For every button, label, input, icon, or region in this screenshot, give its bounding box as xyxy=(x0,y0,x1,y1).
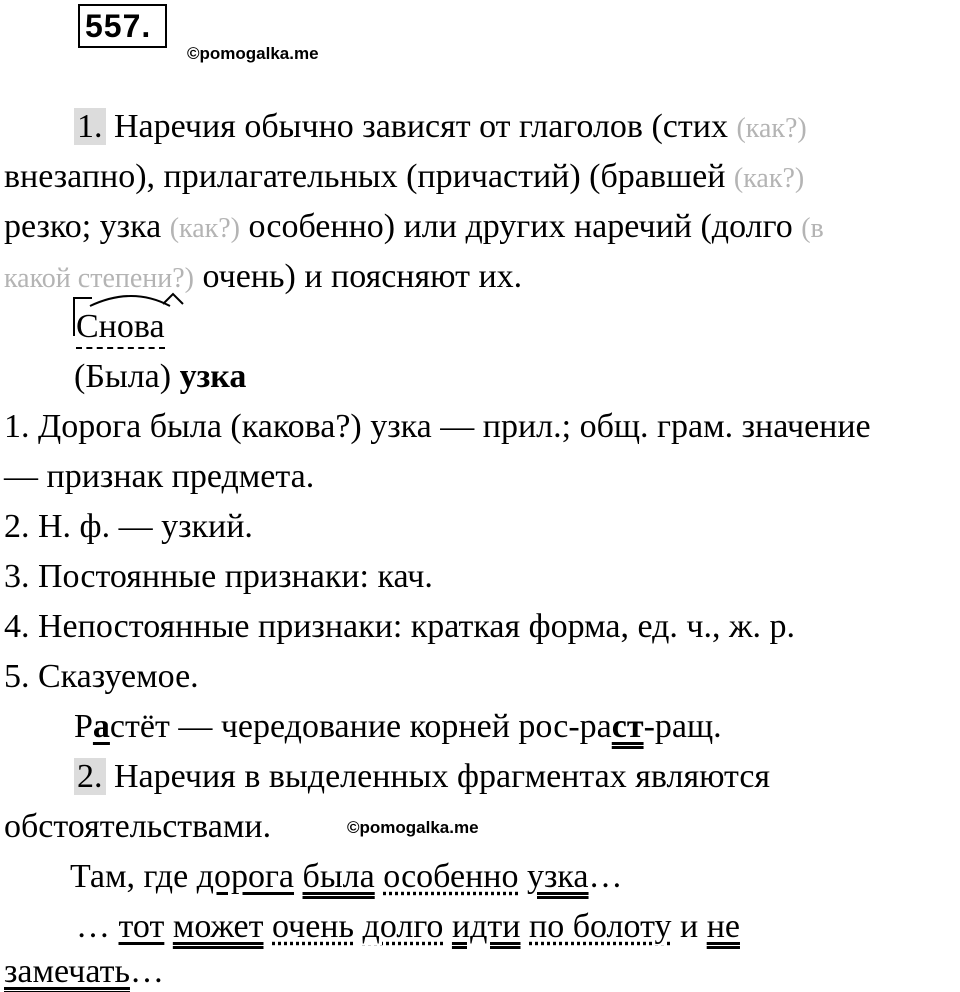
p1-text-2: внезапно), прилагательных (причастий) (бравшей xyxy=(4,158,734,195)
ex1-subject: дорога xyxy=(196,858,295,895)
p1-line-3 xyxy=(4,207,824,249)
rastet-r: Р xyxy=(74,708,93,745)
ex2-end: … xyxy=(129,953,164,990)
ex2-adverbial-1: очень xyxy=(272,908,355,945)
analysis-item-2: 2. Н. ф. — узкий. xyxy=(4,508,253,545)
ex1-pre: Там, где xyxy=(70,858,197,895)
ex2-subject: тот xyxy=(118,908,165,945)
p2-line-2: обстоятельствами. xyxy=(4,808,272,845)
morpheme-marks xyxy=(70,290,190,340)
question-hint-4a: (в xyxy=(801,213,824,244)
analysis-item-3: 3. Постоянные признаки: кач. xyxy=(4,558,433,595)
byla-text: (Была) xyxy=(74,358,180,395)
suffix-mark-icon xyxy=(163,294,183,304)
ex2-predicate-4: замечать xyxy=(4,953,130,990)
root-arc-icon xyxy=(90,296,170,306)
p2-text-1: Наречия в выделенных фрагментах являются xyxy=(105,758,771,795)
question-hint-3: (как?) xyxy=(169,213,240,244)
watermark-bottom: ©pomogalka.me xyxy=(347,818,479,837)
p1-line-1 xyxy=(74,107,807,149)
ex1-predicate-1: была xyxy=(302,858,375,895)
ex1-adverbial: особенно xyxy=(383,858,519,895)
example-2-line-2 xyxy=(4,952,164,992)
p1-text-3b: особенно) или других наречий (долго xyxy=(240,208,802,245)
example-2-line-1 xyxy=(76,907,740,947)
uzka-bold: узка xyxy=(179,358,247,395)
ex2-predicate-3: не xyxy=(706,908,740,945)
ex2-predicate-1: может xyxy=(172,908,264,945)
example-1 xyxy=(70,857,623,897)
p2-number: 2. xyxy=(74,758,106,795)
p1-text-4: очень) и поясняют их. xyxy=(194,258,523,295)
word-snova: Снова xyxy=(76,308,165,349)
p2-line-1 xyxy=(74,757,770,797)
prefix-mark-icon xyxy=(74,298,92,336)
analysis-item-1-cont: — признак предмета. xyxy=(4,458,315,495)
ex2-predicate-2: идти xyxy=(451,908,521,945)
ex1-predicate-2: узка xyxy=(527,858,589,895)
p1-text-1: Наречия обычно зависят от глаголов (стих xyxy=(105,108,737,145)
analysis-item-5: 5. Сказуемое. xyxy=(4,658,199,695)
analysis-item-4: 4. Непостоянные признаки: краткая форма, ед. ч., ж. р. xyxy=(4,608,796,645)
rastet-st: ст xyxy=(611,708,644,745)
task-number-box xyxy=(78,4,167,48)
rastet-text: стёт — чередование корней рос-ра xyxy=(109,708,612,745)
analysis-item-1: 1. Дорога была (какова?) узка — прил.; общ. грам. значение xyxy=(4,408,871,445)
p1-number: 1. xyxy=(74,108,106,145)
question-hint-1: (как?) xyxy=(736,113,807,144)
byla-uzka-line xyxy=(74,357,246,397)
watermark-top: ©pomogalka.me xyxy=(187,44,319,63)
question-hint-2: (как?) xyxy=(733,163,805,194)
task-number: 557. xyxy=(85,8,152,44)
rastet-line xyxy=(74,707,722,747)
p1-line-2 xyxy=(4,157,804,199)
ex2-mid: и xyxy=(671,908,707,945)
ex2-pre: … xyxy=(76,908,119,945)
rastet-vowel: а xyxy=(92,708,110,745)
question-hint-4b: какой степени?) xyxy=(4,263,194,294)
rastet-end: -ращ. xyxy=(643,708,722,745)
ex1-end: … xyxy=(588,858,623,895)
ex2-adverbial-2: долго xyxy=(362,908,444,945)
p1-text-3a: резко; узка xyxy=(4,208,170,245)
ex2-adverbial-3: по болоту xyxy=(529,908,672,945)
